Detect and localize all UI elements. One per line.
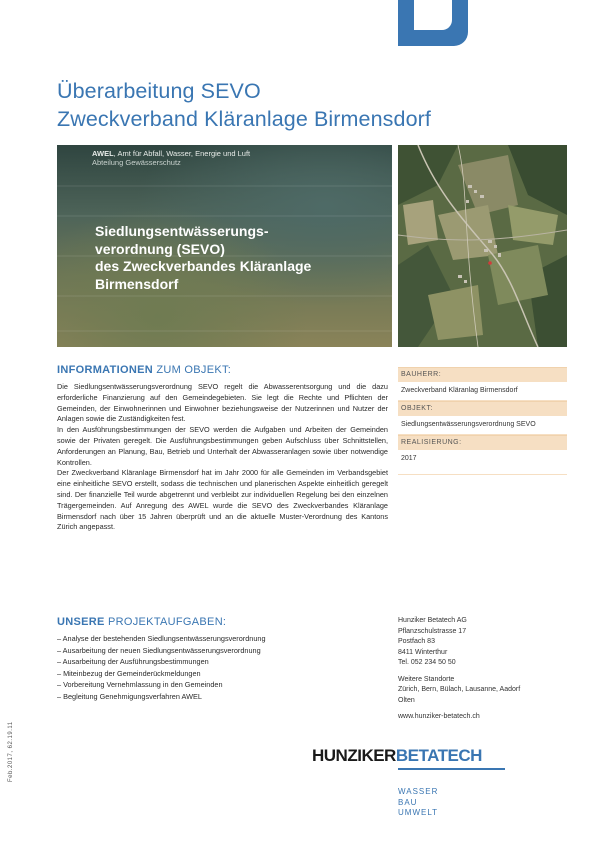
street-address: Pflanzschulstrasse 17 [398, 627, 467, 635]
object-label: OBJEKT: [398, 401, 567, 416]
realization-label: REALISIERUNG: [398, 435, 567, 450]
realization-value: 2017 [398, 450, 567, 475]
brand-corner-mark [398, 0, 468, 46]
info-paragraph: In den Ausführungsbestimmungen der SEVO werden die Aufgaben und Arbeiten der Gemeinden sowie der Privaten geregelt. Die Ausführungsbestimmungen geben Aufschluss über Schnittstellen, Anforderungen an Planung, Bau, Betrieb und Unterhalt der Abwasseranlagen sowie über notwendige Kontrollen. [57, 425, 388, 467]
phone: Tel. 052 234 50 50 [398, 659, 456, 666]
tagline-line: BAU [398, 797, 418, 807]
website-link[interactable]: www.hunziker-betatech.ch [398, 713, 480, 720]
tasks-heading [57, 616, 226, 628]
task-item: – Miteinbezug der Gemeinderückmeldungen [57, 668, 201, 678]
page-title-line1: Überarbeitung SEVO [57, 79, 261, 103]
tasks-heading-bold: UNSERE [57, 616, 105, 628]
document-reference: Feb.2017, 62.19.11 [8, 721, 14, 782]
hero-heading-line: verordnung (SEVO) [95, 240, 225, 257]
hero-department: Abteilung Gewässerschutz [92, 158, 181, 167]
logo-underline [398, 768, 505, 770]
contact-block [398, 616, 568, 723]
info-heading-bold: INFORMATIONEN [57, 364, 153, 376]
logo-part-betatech: BETATECH [395, 746, 482, 765]
hero-org-short: AWEL [92, 149, 114, 158]
hero-heading-line: Birmensdorf [95, 275, 179, 292]
aerial-map-graphic [398, 145, 567, 347]
tagline-line: WASSER [398, 787, 439, 796]
task-item: – Ausarbeitung der Ausführungsbestimmungen [57, 657, 209, 666]
object-value: Siedlungsentwässerungsverordnung SEVO [398, 416, 567, 435]
hero-heading-line: des Zweckverbandes Kläranlage [95, 258, 312, 274]
task-item: – Begleitung Genehmigungsverfahren AWEL [57, 691, 202, 701]
company-name: Hunziker Betatech AG [398, 617, 467, 624]
info-heading-rest: ZUM OBJEKT: [152, 364, 232, 376]
aerial-map-image [398, 145, 567, 347]
postbox: Postfach 83 [398, 638, 435, 645]
task-item: – Vorbereitung Vernehmlassung in den Gemeinden [57, 680, 223, 689]
locations-label: Weitere Standorte [398, 675, 455, 683]
locations-line2: Olten [398, 696, 415, 704]
info-heading [57, 364, 231, 376]
hero-photo [57, 145, 392, 347]
project-facts-table [398, 367, 567, 475]
hero-heading [95, 223, 385, 293]
tagline [398, 787, 438, 819]
tasks-heading-rest: PROJEKTAUFGABEN: [104, 616, 227, 628]
hero-heading-line: Siedlungsentwässerungs- [95, 223, 269, 239]
client-label: BAUHERR: [398, 367, 567, 382]
hero-org-long: Amt für Abfall, Wasser, Energie und Luft [117, 149, 251, 158]
city: 8411 Winterthur [398, 648, 448, 656]
company-logo [312, 746, 482, 768]
page-title-line2: Zweckverband Kläranlage Birmensdorf [57, 107, 431, 131]
task-item: – Ausarbeitung der neuen Siedlungsentwässerungsverordnung [57, 645, 261, 655]
logo-part-hunziker: HUNZIKER [312, 746, 396, 765]
locations-line1: Zürich, Bern, Bülach, Lausanne, Aadorf [398, 686, 521, 693]
hero-org-line: AWEL, Amt für Abfall, Wasser, Energie und Luft [92, 149, 251, 158]
task-item: – Analyse der bestehenden Siedlungsentwässerungsverordnung [57, 634, 266, 643]
info-paragraph: Der Zweckverband Kläranlage Birmensdorf hat im Jahr 2000 für alle Gemeinden im Verbandsgebiet eine einheitliche SEVO erstellt, sodass die technischen und planerischen Aspekte einheitlich geregelt sind. Der finanzielle Teil wurde abgetrennt und verbleibt zur individuellen Regelung bei den einzelnen Trägergemeinden. Auf Anregung des AWEL wurde die SEVO des Zweckverbandes Kläranlage Birmensdorf nach über 15 Jahren überprüft und an die aktuelle Muster-Verordnung des Kantons Zürich angepasst. [57, 468, 388, 532]
tasks-list [57, 633, 387, 702]
tagline-line: UMWELT [398, 808, 439, 817]
info-body [57, 382, 388, 533]
client-value: Zweckverband Kläranlag Birmensdorf [398, 382, 567, 401]
info-paragraph: Die Siedlungsentwässerungsverordnung SEVO regelt die Abwasserentsorgung und die dazu erforderliche Finanzierung auf den Gemeindegebieten. Sie legt die Rechte und Pflichten der Gemeinden, der Einwohnerinnen und Einwohner beziehungsweise der Nutzerinnen und Nutzer der Anlagen sowie die Zuständigkeiten fest. [57, 382, 388, 424]
